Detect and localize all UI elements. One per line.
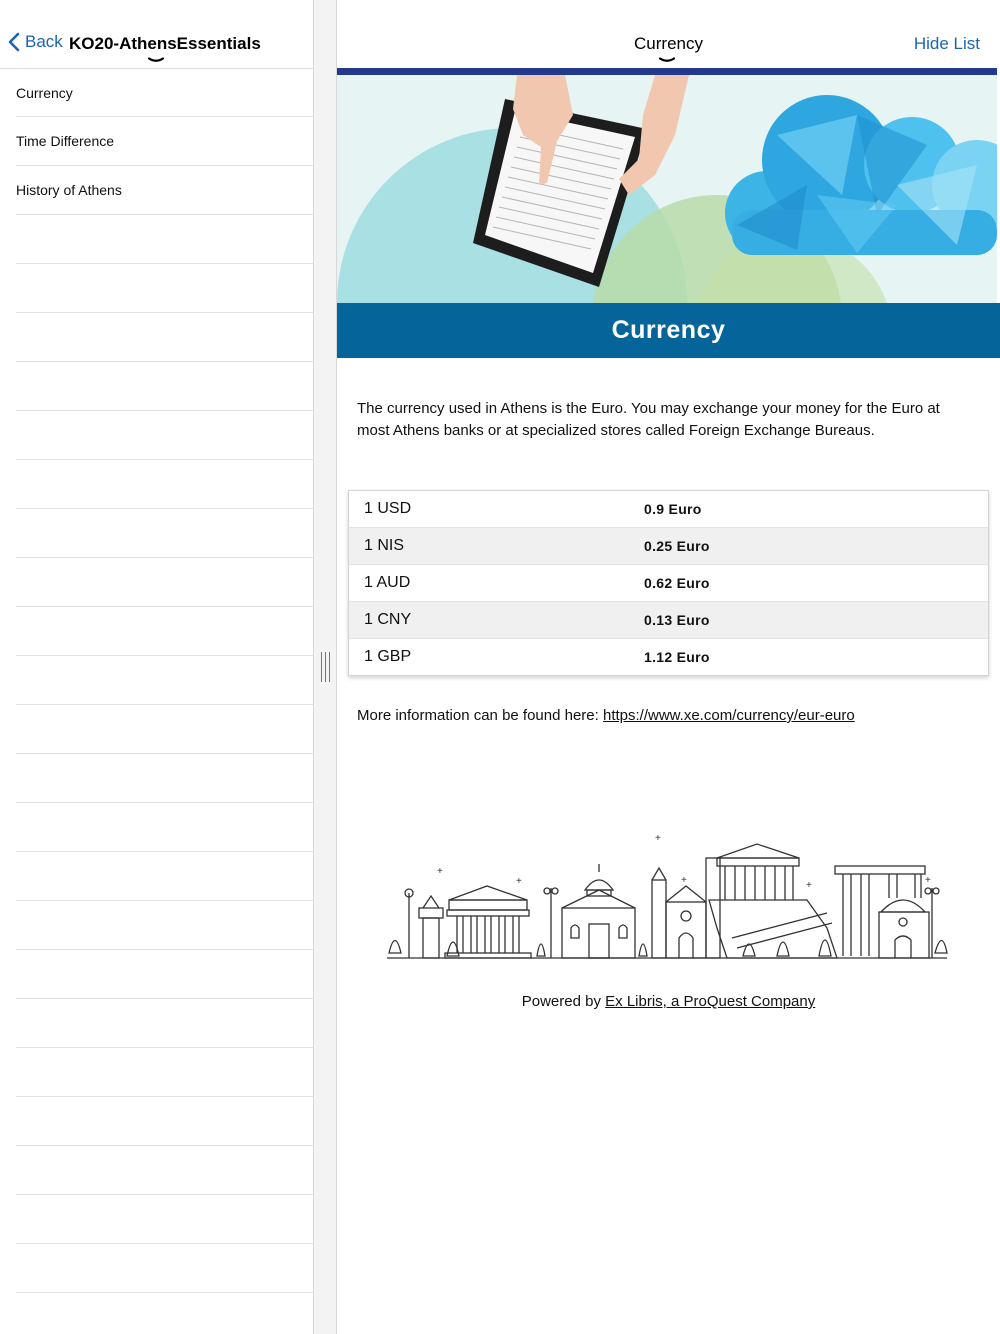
empty-list-row [16,1097,313,1146]
empty-list-row [16,1146,313,1195]
exchange-rate-table [348,490,989,676]
list-item[interactable]: History of Athens [16,166,313,215]
header-accent-bar [337,68,997,75]
currency-cell: 1 USD [364,500,412,517]
back-label: Back [25,32,63,51]
list-item[interactable]: Time Difference [16,117,313,166]
list-item[interactable]: Currency [16,69,313,117]
hide-list-button[interactable]: Hide List [913,34,980,53]
table-row [349,601,988,638]
currency-cell: 1 GBP [364,648,412,665]
svg-text:+: + [516,876,522,887]
svg-text:+: + [655,833,661,844]
chapter-list [0,69,313,1293]
currency-cell: 1 CNY [364,611,412,628]
empty-list-row [16,362,313,411]
empty-list-row [16,558,313,607]
empty-list-row [16,411,313,460]
empty-list-row [16,754,313,803]
master-list-pane [0,0,313,1334]
intro-paragraph: The currency used in Athens is the Euro. You may exchange your money for the Euro at most Athens banks or at specialized stores called Foreign Exchange Bureaus. [357,400,940,439]
detail-pane [337,0,1000,1334]
empty-list-row [16,1195,313,1244]
more-info-text [357,707,855,724]
rate-value-cell: 0.62 Euro [644,575,710,591]
left-nav-bar [0,22,313,69]
banner-illustration [337,75,997,303]
xe-currency-link[interactable]: https://www.xe.com/currency/eur-euro [602,707,855,724]
empty-list-row [16,313,313,362]
empty-list-row [16,852,313,901]
empty-list-row [16,656,313,705]
rate-value-cell: 1.12 Euro [644,649,710,665]
empty-list-row [16,607,313,656]
empty-list-row [16,950,313,999]
table-row [349,491,988,527]
table-row [349,564,988,601]
chevron-left-icon [8,32,20,52]
rate-value-cell: 0.13 Euro [644,612,710,628]
book-title: KO20-AthensEssentials [69,34,261,53]
ex-libris-link[interactable]: Ex Libris, a ProQuest Company [605,993,816,1010]
chevron-down-icon[interactable] [148,57,164,63]
table-row [349,638,988,675]
section-heading: Currency [337,303,1000,358]
right-nav-bar [337,22,1000,69]
empty-list-row [16,999,313,1048]
empty-list-row [16,803,313,852]
empty-list-row [16,264,313,313]
athens-skyline-illustration [387,828,952,963]
currency-cell: 1 AUD [364,574,411,591]
resize-handle-icon[interactable] [321,652,330,682]
empty-list-row [16,1244,313,1293]
back-button[interactable] [8,32,63,52]
rate-value-cell: 0.9 Euro [644,501,702,517]
svg-text:+: + [681,875,687,886]
more-info-prefix: More information can be found here: [357,707,599,724]
table-row [349,527,988,564]
rate-value-cell: 0.25 Euro [644,538,710,554]
powered-by-footer [337,993,1000,1010]
svg-text:+: + [806,880,812,891]
empty-list-row [16,460,313,509]
empty-list-row [16,705,313,754]
svg-text:+: + [437,866,443,877]
page-title: Currency [634,34,703,53]
split-view-divider[interactable] [313,0,337,1334]
powered-by-prefix: Powered by [521,993,601,1010]
empty-list-row [16,1048,313,1097]
empty-list-row [16,509,313,558]
svg-text:+: + [925,875,931,886]
currency-cell: 1 NIS [364,537,405,554]
empty-list-row [16,901,313,950]
empty-list-row [16,215,313,264]
chevron-down-icon[interactable] [659,57,675,63]
